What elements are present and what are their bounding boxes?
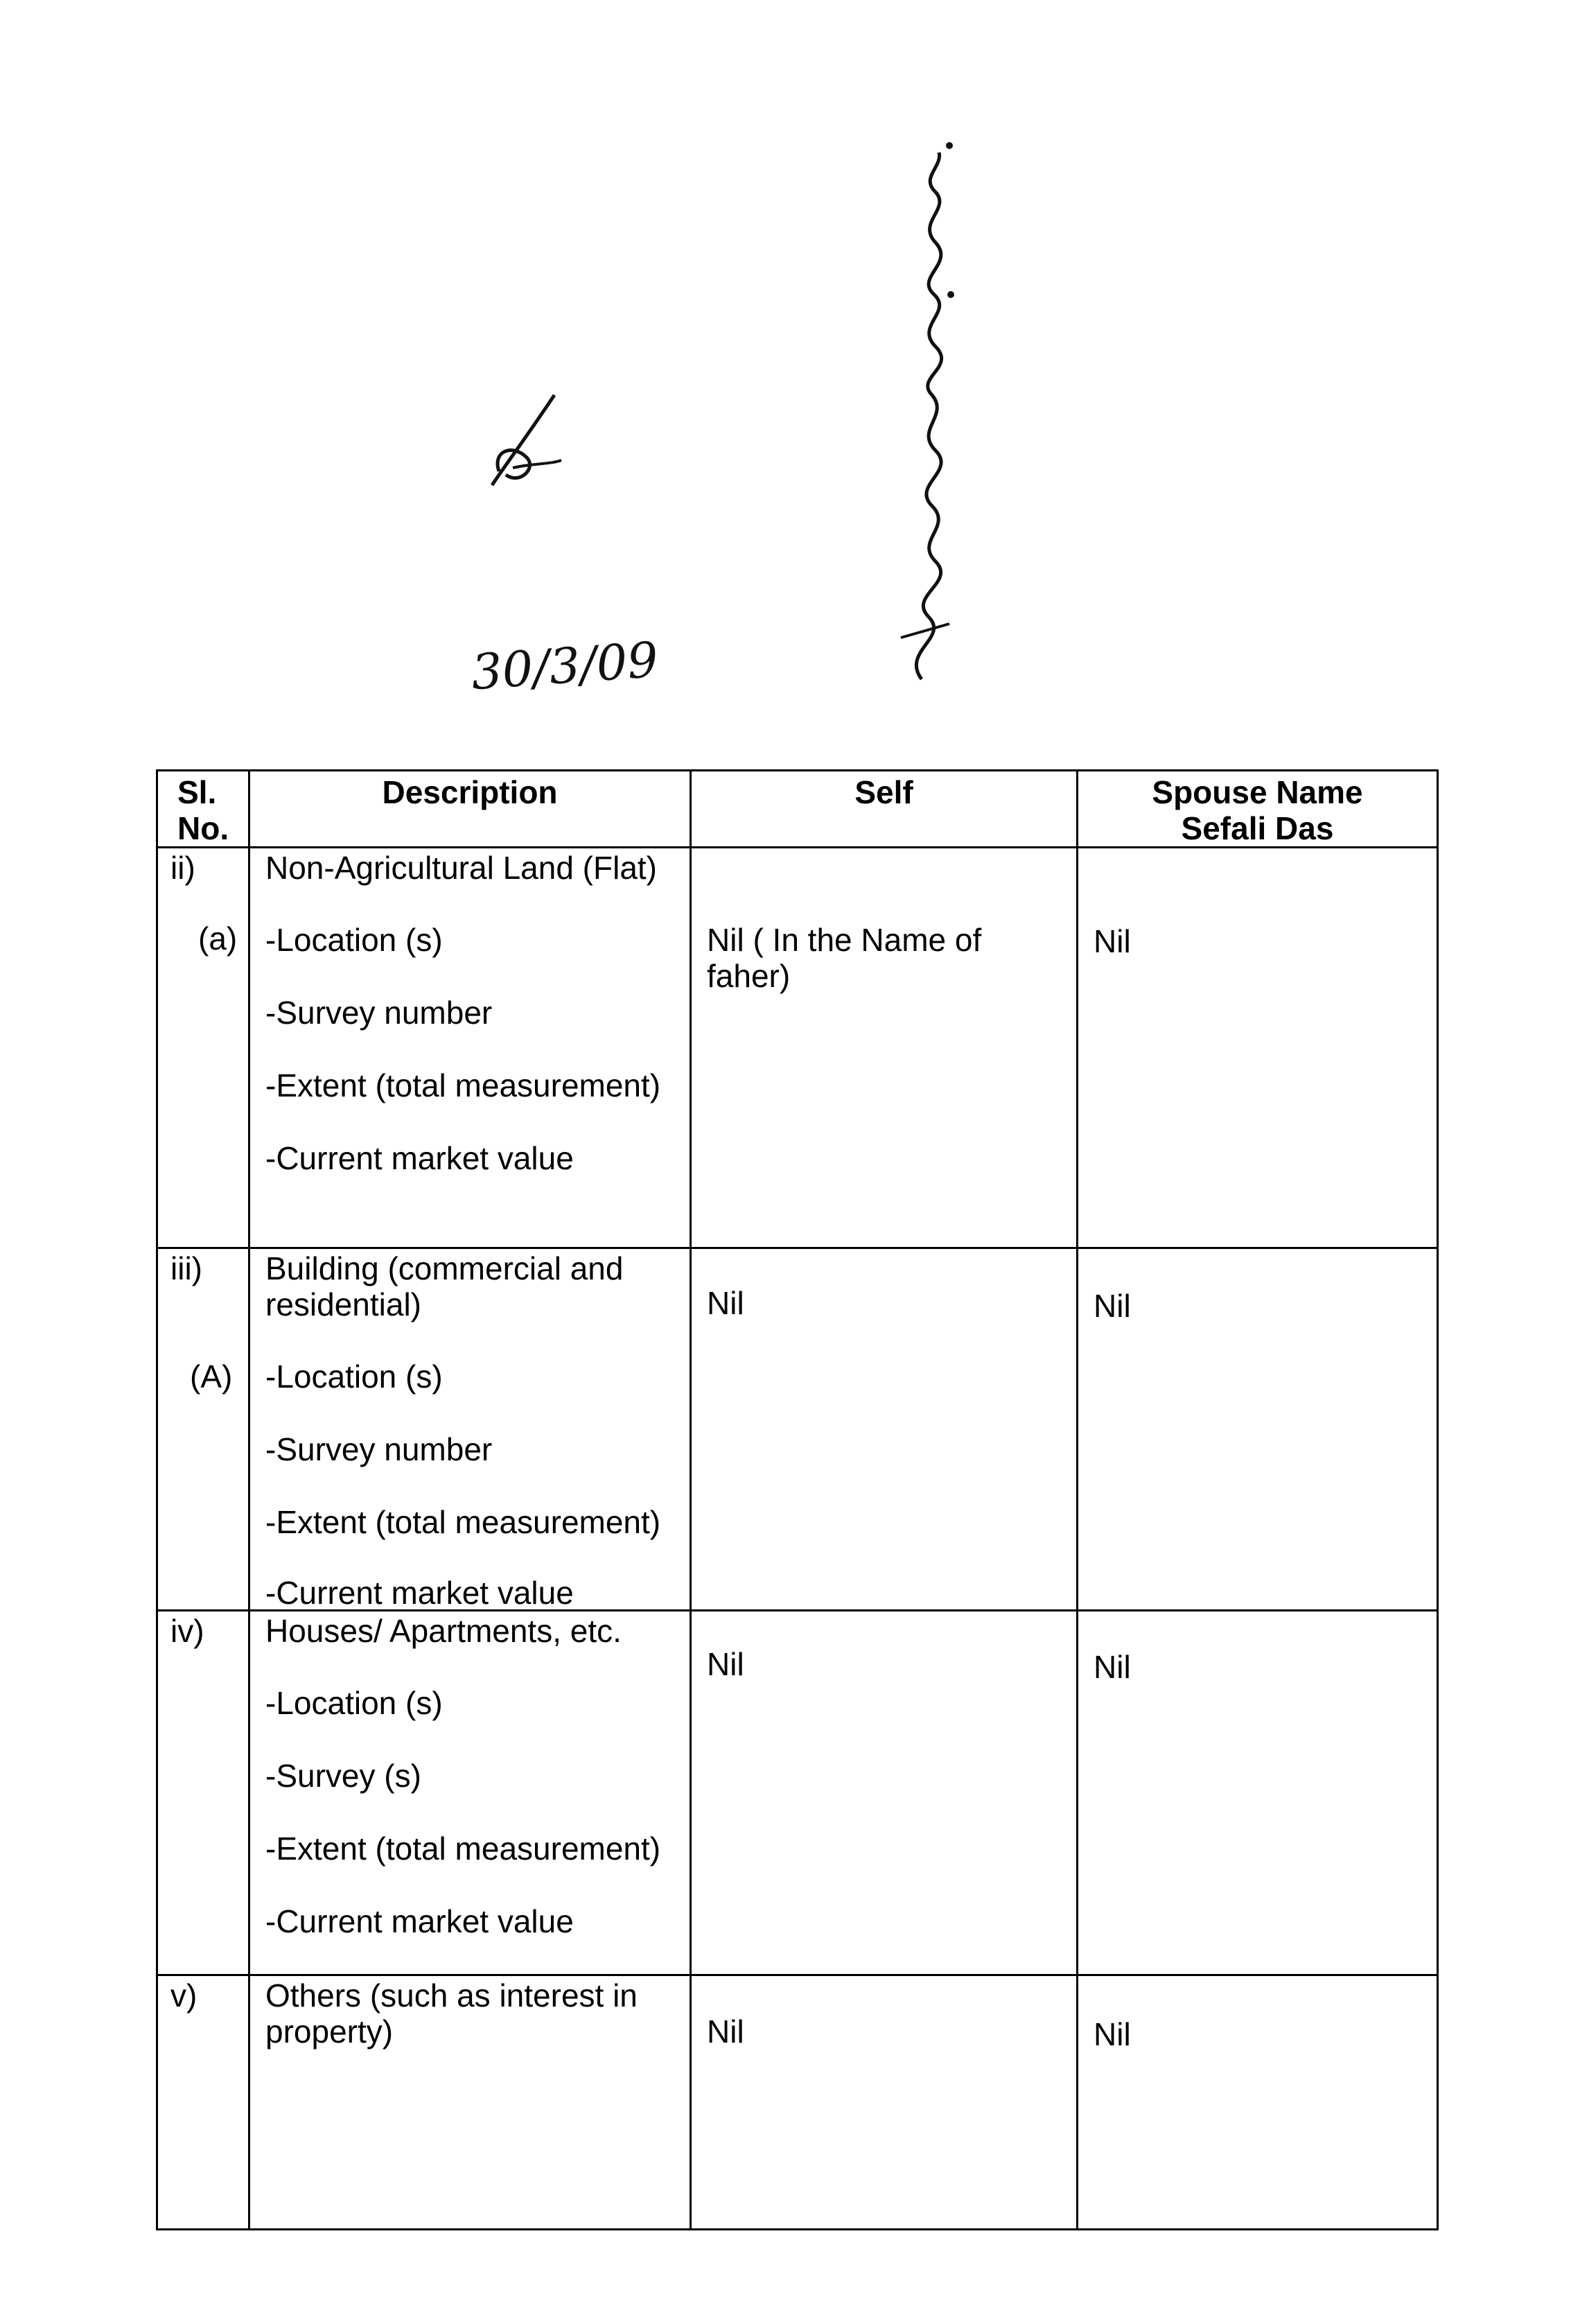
row-item: -Extent (total measurement): [265, 1504, 661, 1540]
row-spouse-value: Nil: [1094, 923, 1131, 959]
header-description: Description: [249, 771, 691, 848]
row-self-value: Nil: [707, 1285, 744, 1321]
handwritten-signature: [873, 139, 970, 693]
row-title: Others (such as interest in property): [265, 1977, 638, 2050]
row-item: -Location (s): [265, 922, 443, 958]
table-row: [157, 848, 1438, 1248]
table-header-row: [157, 771, 1438, 848]
row-self-value: Nil ( In the Name of faher): [707, 922, 982, 994]
row-sl: ii): [170, 850, 195, 886]
row-sub-sl: (A): [190, 1358, 233, 1395]
row-item: -Survey number: [265, 1431, 493, 1467]
row-item: -Extent (total measurement): [265, 1831, 661, 1867]
header-sl-no: Sl. No.: [157, 771, 249, 848]
row-spouse-value: Nil: [1094, 1288, 1131, 1324]
row-spouse-value: Nil: [1094, 2016, 1131, 2052]
table-row: [157, 1975, 1438, 2230]
row-sl: iv): [170, 1613, 204, 1649]
header-spouse: Spouse Name Sefali Das: [1078, 771, 1438, 848]
row-sl: iii): [170, 1250, 202, 1286]
table-row: [157, 1248, 1438, 1611]
row-title: Building (commercial and residential): [265, 1250, 624, 1322]
row-self-value: Nil: [707, 2013, 744, 2050]
row-self-value: Nil: [707, 1646, 744, 1682]
row-title: Houses/ Apartments, etc.: [265, 1613, 622, 1649]
table-row: [157, 1611, 1438, 1975]
row-item: -Current market value: [265, 1903, 574, 1939]
row-item: -Extent (total measurement): [265, 1067, 661, 1103]
row-spouse-value: Nil: [1094, 1649, 1131, 1685]
row-item: -Survey (s): [265, 1758, 421, 1794]
row-item: -Location (s): [265, 1358, 443, 1395]
row-sub-sl: (a): [198, 920, 238, 956]
header-self: Self: [691, 771, 1078, 848]
assets-table: [156, 769, 1439, 2230]
row-item: -Current market value: [265, 1575, 574, 1611]
row-sl: v): [170, 1977, 198, 2013]
row-item: -Current market value: [265, 1140, 574, 1176]
row-item: -Location (s): [265, 1685, 443, 1721]
row-title: Non-Agricultural Land (Flat): [265, 850, 658, 886]
handwritten-date: 30/3/09: [469, 631, 660, 701]
handwritten-initial: [485, 388, 568, 499]
row-item: -Survey number: [265, 995, 493, 1031]
